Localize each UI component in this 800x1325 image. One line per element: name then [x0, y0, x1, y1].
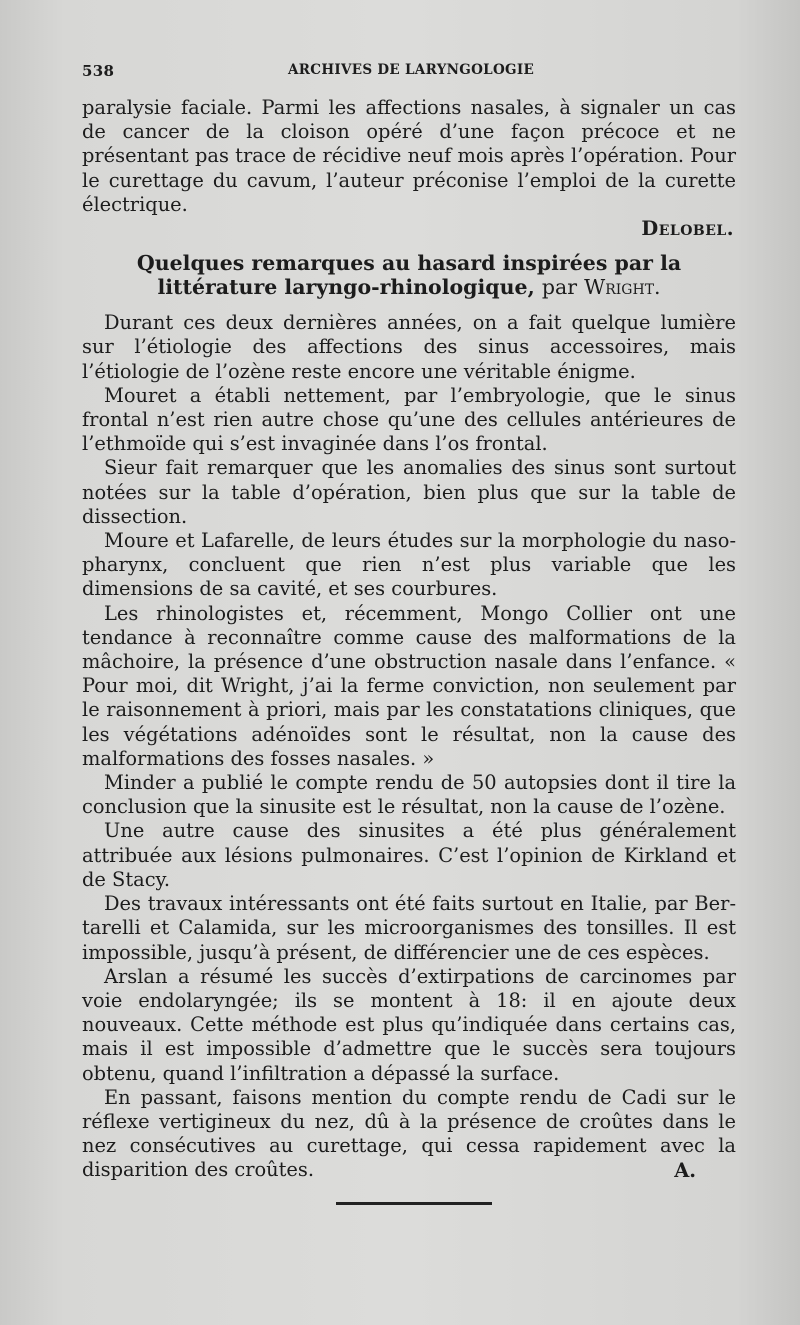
page-header — [82, 62, 728, 86]
section-title-text: Quelques remarques au hasard inspirées par la littérature laryngo-rhinologique, — [136, 251, 682, 300]
running-title: ARCHIVES DE LARYNGOLOGIE — [288, 62, 535, 78]
intro-signature: Delobel. — [641, 217, 734, 241]
body-paragraph: Mouret a établi nettement, par l’embryologie, que le sinus frontal n’est rien autre chose qu’une des cellules antérieures de l’ethmoïde qui s’est invaginée dans l’os frontal. — [82, 383, 736, 456]
body-paragraph: Des travaux intéressants ont été faits surtout en Italie, par Bertarelli et Calamida, sur les microorganismes des tonsilles. Il est impossible, jusqu’à présent, de différencier une de ces espèces. — [82, 892, 736, 964]
body-paragraph: Minder a publié le compte rendu de 50 autopsies dont il tire la conclusion que la sinusite est le résultat, non la cause de l’ozène. — [82, 771, 736, 819]
final-signature: A. — [674, 1158, 696, 1182]
body-paragraph: Durant ces deux dernières années, on a fait quelque lumière sur l’étiologie des affections des sinus accessoires, mais l’étiologie de l’ozène reste encore une véritable énigme. — [82, 311, 736, 383]
section-end-rule — [336, 1202, 492, 1205]
body-paragraph: Les rhinologistes et, récemment, Mongo Collier ont une tendance à reconnaître comme cause des malformations de la mâchoire, la présence d’une obstruction nasale dans l’enfance. « Pour moi, dit Wright, j’ai la ferme conviction, non seulement par le raisonnement à priori, mais par les constatations cliniques, que les végétations adénoïdes sont le résultat, non la cause des malformations des fosses nasales. » — [82, 601, 736, 770]
page-body — [82, 96, 736, 1183]
section-title-par: par — [541, 275, 578, 300]
body-paragraph: En passant, faisons mention du compte rendu de Cadi sur le réflexe vertigineux du nez, dû à la présence de croûtes dans le nez consécutives au curettage, qui cessa rapidement avec la disparition des croûtes. — [82, 1085, 736, 1182]
body-paragraph: Arslan a résumé les succès d’extirpations de carcinomes par voie endolaryngée; ils se montent à 18: il en ajoute deux nouveaux. Cette méthode est plus qu’indiquée dans certains cas, mais il est impossible d’admettre que le succès sera toujours obtenu, quand l’infiltration a dépassé la surface. — [82, 964, 736, 1085]
section-title — [82, 251, 736, 299]
page-number: 538 — [82, 62, 115, 80]
body-paragraph: Une autre cause des sinusites a été plus généralement attribuée aux lésions pulmonaires. C’est l’opinion de Kirkland et de Stacy. — [82, 819, 736, 891]
section-author: Wright. — [584, 275, 661, 300]
body-paragraph: Sieur fait remarquer que les anomalies des sinus sont surtout notées sur la table d’opération, bien plus que sur la table de dissection. — [82, 456, 736, 528]
body-paragraph: Moure et Lafarelle, de leurs études sur la morphologie du nasopharynx, concluent que rien n’est plus variable que les dimensions de sa cavité, et ses courbures. — [82, 529, 736, 601]
intro-paragraph: paralysie faciale. Parmi les affections nasales, à signaler un cas de cancer de la cloison opéré d’une façon précoce et ne présentant pas trace de récidive neuf mois après l’opération. Pour le curettage du cavum, l’auteur préconise l’emploi de la curette électrique. — [82, 96, 736, 216]
